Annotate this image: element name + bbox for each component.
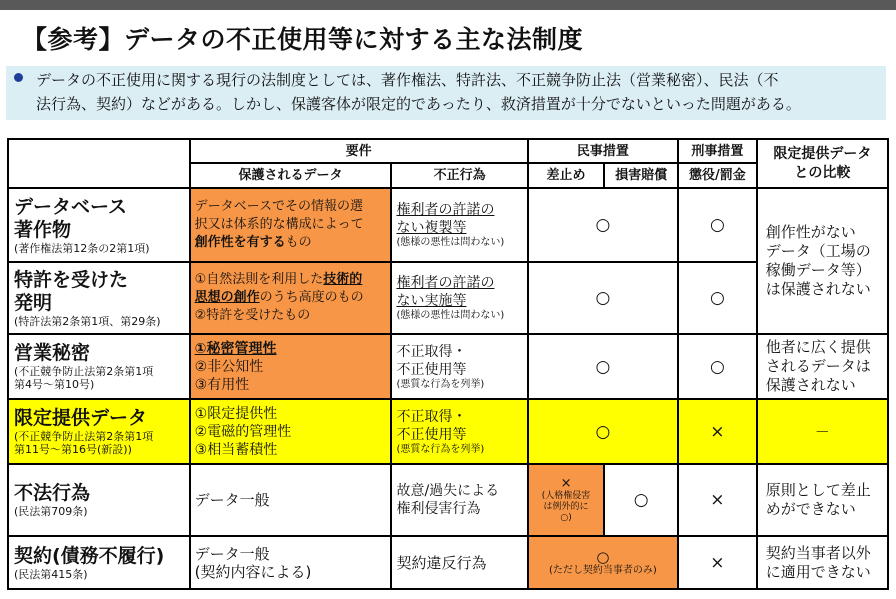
header-civil: 民事措置 [528, 139, 678, 163]
civil-mark: ○ [528, 334, 678, 399]
header-damages: 損害賠償 [604, 163, 678, 188]
protected-data-cell: データベースでその情報の選 択又は体系的な構成によって 創作性を有するもの [190, 188, 392, 262]
top-bar [0, 0, 896, 10]
illegal-act-cell: 故意/過失による 権利侵害行為 [391, 464, 527, 536]
criminal-mark: × [678, 399, 757, 464]
protected-data-cell: ①自然法則を利用した技術的 思想の創作のうち高度のもの ②特許を受けたもの [190, 262, 392, 334]
header-illegal-act: 不正行為 [391, 163, 527, 188]
criminal-mark: × [678, 464, 757, 536]
row-label: 営業秘密 (不正競争防止法第2条第1項 第4号～第10号) [8, 334, 190, 399]
illegal-act-cell: 契約違反行為 [391, 536, 527, 589]
header-penalty: 懲役/罰金 [678, 163, 757, 188]
compare-cell: － [757, 399, 888, 464]
protected-data-cell: ①限定提供性 ②電磁的管理性 ③相当蓄積性 [190, 399, 392, 464]
summary-line-1: データの不正使用に関する現行の法制度としては、著作権法、特許法、不正競争防止法（営業秘密）、民法（不 [36, 71, 779, 89]
damages-mark: ○ [604, 464, 678, 536]
row-label: 特許を受けた 発明 (特許法第2条第1項、第29条) [8, 262, 190, 334]
criminal-mark: × [678, 536, 757, 589]
civil-mark: ○ [528, 262, 678, 334]
protected-data-cell: ①秘密管理性 ②非公知性 ③有用性 [190, 334, 392, 399]
table-row [8, 464, 888, 536]
header-corner [8, 139, 190, 188]
row-label: 限定提供データ (不正競争防止法第2条第1項 第11号～第16号(新設)) [8, 399, 190, 464]
criminal-mark: ○ [678, 334, 757, 399]
header-criminal: 刑事措置 [678, 139, 757, 163]
illegal-act-cell: 権利者の許諾の ない複製等 (態様の悪性は問わない) [391, 188, 527, 262]
compare-cell: 原則として差止 めができない [757, 464, 888, 536]
table-row [8, 536, 888, 589]
table-row [8, 399, 888, 464]
law-comparison-table [7, 138, 889, 590]
header-compare-line1: 限定提供データ [773, 145, 872, 162]
compare-cell: 他者に広く提供 されるデータは 保護されない [757, 334, 888, 399]
header-compare [757, 139, 888, 188]
civil-cell: ○ (ただし契約当事者のみ) [528, 536, 678, 589]
illegal-act-cell: 不正取得・ 不正使用等 (悪質な行為を列挙) [391, 399, 527, 464]
illegal-act-cell: 権利者の許諾の ない実施等 (態様の悪性は問わない) [391, 262, 527, 334]
header-injunction: 差止め [528, 163, 605, 188]
row-label: データベース 著作物 (著作権法第12条の2第1項) [8, 188, 190, 262]
row-label: 契約(債務不履行) (民法第415条) [8, 536, 190, 589]
summary-box [6, 66, 886, 120]
injunction-cell: × (人格権侵害 は例外的に ○) [528, 464, 605, 536]
header-compare-line2: との比較 [794, 164, 851, 181]
criminal-mark: ○ [678, 188, 757, 262]
protected-data-cell: データ一般 [190, 464, 392, 536]
protected-data-cell: データ一般 (契約内容による) [190, 536, 392, 589]
compare-cell: 創作性がない データ（工場の 稼働データ等） は保護されない [757, 188, 888, 334]
header-protected-data: 保護されるデータ [190, 163, 392, 188]
header-requirements: 要件 [190, 139, 528, 163]
header-row-1 [8, 139, 888, 163]
table-row [8, 262, 888, 334]
table-row [8, 334, 888, 399]
civil-mark: ○ [528, 188, 678, 262]
bullet-icon [14, 73, 23, 82]
illegal-act-cell: 不正取得・ 不正使用等 (悪質な行為を列挙) [391, 334, 527, 399]
compare-cell: 契約当事者以外 に適用できない [757, 536, 888, 589]
criminal-mark: ○ [678, 262, 757, 334]
page-title: 【参考】データの不正使用等に対する主な法制度 [22, 25, 584, 54]
table-row [8, 188, 888, 262]
civil-mark: ○ [528, 399, 678, 464]
summary-line-2: 法行為、契約）などがある。しかし、保護客体が限定的であったり、救済措置が十分でないといった問題がある。 [36, 95, 801, 113]
row-label: 不法行為 (民法第709条) [8, 464, 190, 536]
